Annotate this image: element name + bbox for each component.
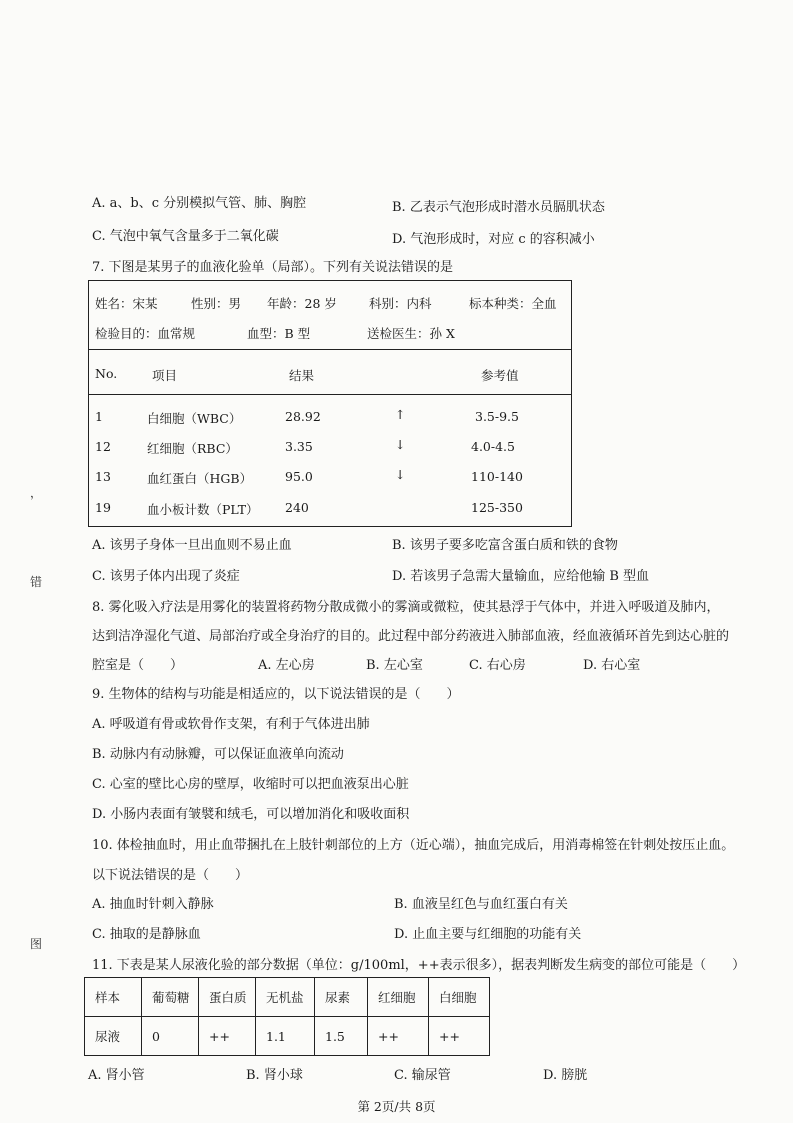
report-row-result: 28.92 [285, 409, 321, 424]
report-row-item: 血红蛋白（HGB） [147, 471, 253, 486]
table-header-cell: 葡萄糖 [142, 978, 199, 1017]
up-arrow-icon: ↑ [395, 407, 406, 422]
report-name: 姓名：宋某 [95, 296, 158, 311]
report-header-item: 项目 [152, 368, 178, 383]
q9-option-b: B. 动脉内有动脉瓣，可以保证血液单向流动 [92, 747, 344, 762]
report-row-item: 白细胞（WBC） [147, 411, 242, 426]
report-divider [89, 349, 571, 350]
report-divider [89, 394, 571, 395]
report-header-result: 结果 [289, 368, 315, 383]
q8-option-a: A. 左心房 [258, 658, 315, 673]
q9-option-a: A. 呼吸道有骨或软骨作支架，有利于气体进出肺 [92, 717, 370, 732]
q8-option-c: C. 右心房 [469, 658, 526, 673]
q8-option-b: B. 左心室 [366, 658, 423, 673]
q6-option-c: C. 气泡中氧气含量多于二氧化碳 [92, 229, 279, 244]
table-cell: 0 [142, 1017, 199, 1056]
report-purpose: 检验目的：血常规 [95, 326, 196, 341]
report-age: 年龄：28 岁 [267, 296, 337, 311]
report-sex: 性别：男 [191, 296, 242, 311]
table-cell: ++ [429, 1017, 490, 1056]
down-arrow-icon: ↓ [395, 467, 406, 482]
table-cell: 1.5 [315, 1017, 368, 1056]
report-row-no: 1 [95, 409, 103, 424]
q7-option-b: B. 该男子要多吃富含蛋白质和铁的食物 [392, 538, 618, 553]
down-arrow-icon: ↓ [395, 437, 406, 452]
report-specimen: 标本种类：全血 [469, 296, 557, 311]
q7-stem: 7. 下图是某男子的血液化验单（局部）。下列有关说法错误的是 [92, 260, 454, 275]
q10-option-b: B. 血液呈红色与血红蛋白有关 [394, 897, 568, 912]
report-row-ref: 125-350 [471, 500, 523, 515]
report-row-ref: 3.5-9.5 [475, 409, 519, 424]
q11-option-c: C. 输尿管 [394, 1068, 451, 1083]
q7-option-d: D. 若该男子急需大量输血，应给他输 B 型血 [392, 569, 650, 584]
report-row-ref: 4.0-4.5 [471, 439, 515, 454]
q10-option-c: C. 抽取的是静脉血 [92, 927, 201, 942]
table-row [85, 978, 490, 1017]
q11-stem: 11. 下表是某人尿液化验的部分数据（单位：g/100ml，++表示很多），据表判断发生病变的部位可能是（ ） [92, 958, 746, 973]
q11-option-a: A. 肾小管 [88, 1068, 145, 1083]
table-header-cell: 无机盐 [256, 978, 315, 1017]
q8-stem-line3: 腔室是（ ） [92, 658, 184, 673]
q11-option-b: B. 肾小球 [246, 1068, 303, 1083]
report-row-no: 13 [95, 469, 111, 484]
margin-mark: 图 [30, 937, 43, 951]
q9-option-d: D. 小肠内表面有皱襞和绒毛，可以增加消化和吸收面积 [92, 807, 410, 822]
report-doctor: 送检医生：孙 X [367, 326, 455, 341]
report-row-no: 19 [95, 500, 111, 515]
report-row-result: 95.0 [285, 469, 313, 484]
table-header-cell: 蛋白质 [199, 978, 256, 1017]
report-row-result: 3.35 [285, 439, 313, 454]
report-row-ref: 110-140 [471, 469, 523, 484]
q6-option-d: D. 气泡形成时，对应 c 的容积减小 [392, 232, 595, 247]
q6-option-a: A. a、b、c 分别模拟气管、肺、胸腔 [92, 196, 307, 211]
report-row-item: 红细胞（RBC） [147, 441, 238, 456]
report-blood-type: 血型：B 型 [247, 326, 311, 341]
report-row-item: 血小板计数（PLT） [147, 502, 259, 517]
q7-option-a: A. 该男子身体一旦出血则不易止血 [92, 538, 292, 553]
margin-mark: ， [30, 486, 43, 500]
q6-option-b: B. 乙表示气泡形成时潜水员膈肌状态 [392, 200, 605, 215]
report-header-ref: 参考值 [481, 368, 519, 383]
table-row [85, 1017, 490, 1056]
report-dept: 科别：内科 [369, 296, 432, 311]
table-cell: ++ [368, 1017, 429, 1056]
q9-option-c: C. 心室的壁比心房的壁厚，收缩时可以把血液泵出心脏 [92, 777, 409, 792]
q8-stem-line1: 8. 雾化吸入疗法是用雾化的装置将药物分散成微小的雾滴或微粒，使其悬浮于气体中，并进入呼吸道及肺内， [92, 600, 720, 615]
table-cell: 1.1 [256, 1017, 315, 1056]
q11-option-d: D. 膀胱 [543, 1068, 588, 1083]
table-header-cell: 红细胞 [368, 978, 429, 1017]
table-header-cell: 白细胞 [429, 978, 490, 1017]
q10-stem-line1: 10. 体检抽血时，用止血带捆扎在上肢针刺部位的上方（近心端），抽血完成后，用消毒棉签在针刺处按压止血。 [92, 838, 735, 853]
lab-report [88, 280, 572, 527]
q10-stem-line2: 以下说法错误的是（ ） [92, 868, 249, 883]
q10-option-a: A. 抽血时针刺入静脉 [92, 897, 214, 912]
q7-option-c: C. 该男子体内出现了炎症 [92, 569, 240, 584]
margin-mark: 错 [30, 575, 43, 589]
report-row-no: 12 [95, 439, 111, 454]
q8-stem-line2: 达到洁净湿化气道、局部治疗或全身治疗的目的。此过程中部分药液进入肺部血液，经血液循环首先到达心脏的 [92, 629, 730, 644]
table-header-cell: 尿素 [315, 978, 368, 1017]
q10-option-d: D. 止血主要与红细胞的功能有关 [394, 927, 582, 942]
page-number: 第 2页/共 8页 [357, 1099, 436, 1114]
table-header-cell: 样本 [85, 978, 142, 1017]
table-cell: ++ [199, 1017, 256, 1056]
report-header-no: No. [95, 366, 118, 381]
table-cell: 尿液 [85, 1017, 142, 1056]
urine-table [84, 977, 490, 1056]
report-row-result: 240 [285, 500, 309, 515]
q9-stem: 9. 生物体的结构与功能是相适应的，以下说法错误的是（ ） [92, 687, 460, 702]
q8-option-d: D. 右心室 [583, 658, 641, 673]
